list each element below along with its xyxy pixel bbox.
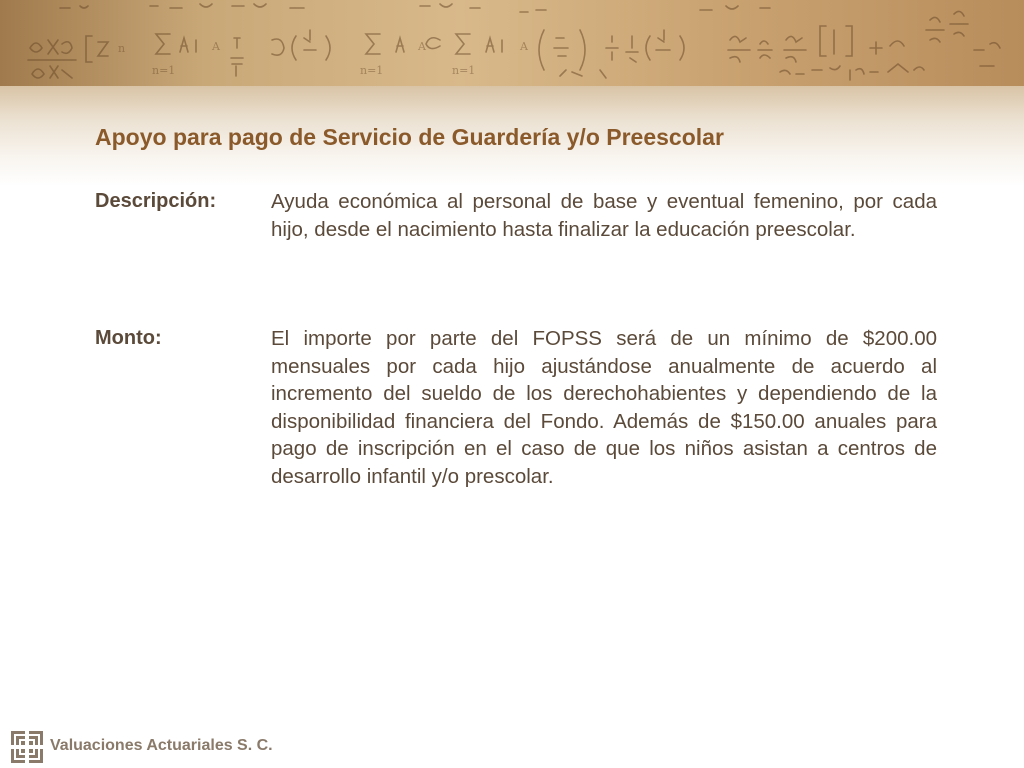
svg-text:A: A	[212, 40, 220, 53]
slide-title: Apoyo para pago de Servicio de Guardería y/o Preescolar	[95, 124, 724, 150]
header-banner-math-image	[0, 0, 1024, 86]
svg-text:n=1: n=1	[452, 64, 476, 77]
math-formulas-decoration	[0, 0, 1024, 86]
svg-text:n=1: n=1	[152, 64, 176, 77]
description-text: Ayuda económica al personal de base y eventual femenino, por cada hijo, desde el nacimiento hasta finalizar la educación preescolar.	[271, 190, 937, 241]
svg-text:n: n	[118, 42, 126, 55]
amount-text: El importe por parte del FOPSS será de un mínimo de $200.00 mensuales por cada hijo ajustándose anualmente de acuerdo al incremento del sueldo de los derechohabientes y dependiendo de la disponibilidad financiera del Fondo. Además de $150.00 anuales para pago de inscripción en el caso de que los niños asistan a centros de desarrollo infantil y/o prescolar.	[271, 327, 937, 488]
svg-text:n=1: n=1	[360, 64, 384, 77]
svg-text:A: A	[418, 40, 426, 53]
svg-text:A: A	[520, 40, 528, 53]
company-logo-icon	[11, 731, 43, 763]
description-label: Descripción:	[95, 190, 217, 212]
amount-label: Monto:	[95, 327, 162, 349]
company-name: Valuaciones Actuariales S. C.	[50, 737, 273, 754]
